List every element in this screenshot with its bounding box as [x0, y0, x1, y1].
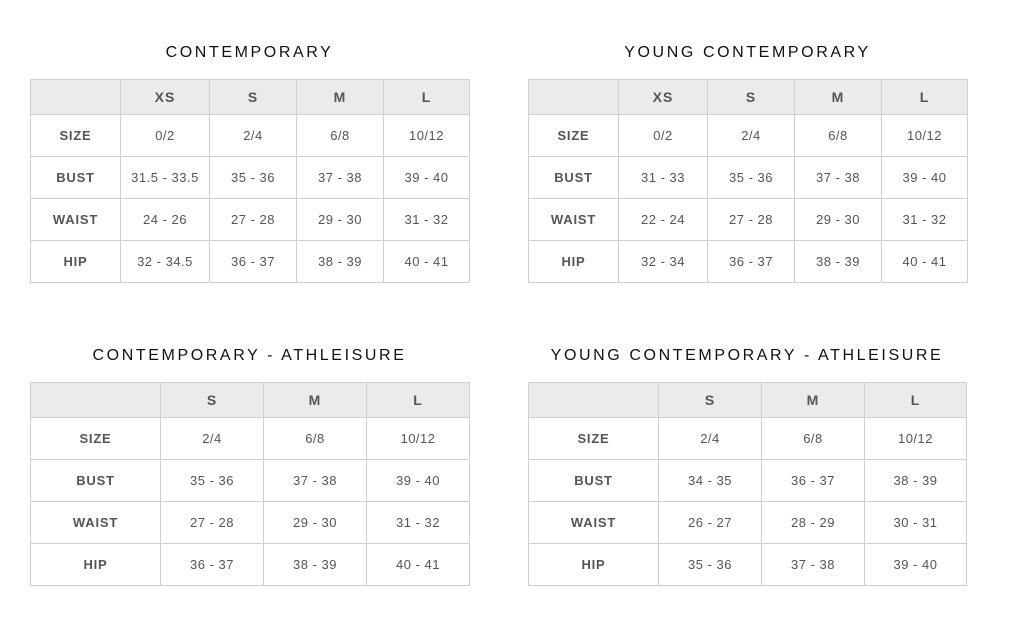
table-cell: 26 - 27 — [659, 502, 762, 544]
table-cell: 10/12 — [865, 418, 967, 460]
table-cell: 31.5 - 33.5 — [121, 157, 210, 199]
table-cell: 38 - 39 — [795, 241, 882, 283]
table-cell: 35 - 36 — [210, 157, 297, 199]
table-cell: 10/12 — [882, 115, 968, 157]
table-cell: 22 - 24 — [619, 199, 708, 241]
chart-title: YOUNG CONTEMPORARY — [624, 44, 871, 61]
table-cell: 24 - 26 — [121, 199, 210, 241]
table-cell: 2/4 — [708, 115, 795, 157]
row-label: WAIST — [31, 502, 161, 544]
table-cell: 30 - 31 — [865, 502, 967, 544]
row-label: SIZE — [31, 418, 161, 460]
table-cell: 31 - 32 — [882, 199, 968, 241]
table-cell: 31 - 32 — [367, 502, 470, 544]
size-column-header: XS — [619, 80, 708, 115]
size-chart-young-contemporary — [528, 40, 967, 283]
table-row — [31, 502, 470, 544]
table-cell: 39 - 40 — [384, 157, 470, 199]
table-cell: 37 - 38 — [264, 460, 367, 502]
row-label: BUST — [529, 460, 659, 502]
table-cell: 0/2 — [121, 115, 210, 157]
row-label: SIZE — [31, 115, 121, 157]
size-column-header: S — [161, 383, 264, 418]
size-column-header: M — [762, 383, 865, 418]
size-column-header: M — [795, 80, 882, 115]
table-cell: 37 - 38 — [762, 544, 865, 586]
size-chart-contemporary — [30, 40, 469, 283]
table-row — [529, 157, 968, 199]
table-cell: 39 - 40 — [367, 460, 470, 502]
table-cell: 37 - 38 — [297, 157, 384, 199]
table-cell: 29 - 30 — [264, 502, 367, 544]
chart-title: CONTEMPORARY - ATHLEISURE — [92, 347, 407, 364]
row-label: WAIST — [529, 199, 619, 241]
table-cell: 28 - 29 — [762, 502, 865, 544]
row-label: BUST — [31, 157, 121, 199]
chart-title: YOUNG CONTEMPORARY - ATHLEISURE — [550, 347, 944, 364]
table-row — [529, 544, 967, 586]
table-row — [31, 115, 470, 157]
size-column-header: L — [384, 80, 470, 115]
table-row — [31, 199, 470, 241]
table-row — [529, 502, 967, 544]
table-header-row — [31, 383, 470, 418]
table-cell: 32 - 34 — [619, 241, 708, 283]
table-cell: 40 - 41 — [367, 544, 470, 586]
row-label: SIZE — [529, 115, 619, 157]
table-cell: 40 - 41 — [882, 241, 968, 283]
table-cell: 36 - 37 — [708, 241, 795, 283]
table-row — [31, 460, 470, 502]
table-cell: 2/4 — [210, 115, 297, 157]
table-cell: 36 - 37 — [161, 544, 264, 586]
table-cell: 0/2 — [619, 115, 708, 157]
corner-cell — [529, 80, 619, 115]
size-column-header: XS — [121, 80, 210, 115]
table-cell: 31 - 33 — [619, 157, 708, 199]
table-cell: 2/4 — [161, 418, 264, 460]
table-cell: 27 - 28 — [161, 502, 264, 544]
table-cell: 27 - 28 — [210, 199, 297, 241]
size-column-header: L — [882, 80, 968, 115]
table-row — [31, 418, 470, 460]
row-label: SIZE — [529, 418, 659, 460]
table-row — [529, 115, 968, 157]
size-column-header: M — [264, 383, 367, 418]
size-column-header: M — [297, 80, 384, 115]
row-label: BUST — [529, 157, 619, 199]
size-column-header: S — [708, 80, 795, 115]
table-cell: 34 - 35 — [659, 460, 762, 502]
table-row — [529, 241, 968, 283]
table-row — [31, 544, 470, 586]
size-column-header: S — [659, 383, 762, 418]
size-chart-contemporary-athleisure — [30, 343, 469, 586]
size-column-header: S — [210, 80, 297, 115]
table-cell: 29 - 30 — [297, 199, 384, 241]
table-cell: 10/12 — [384, 115, 470, 157]
table-cell: 37 - 38 — [795, 157, 882, 199]
size-table — [30, 79, 470, 283]
table-row — [31, 157, 470, 199]
table-cell: 40 - 41 — [384, 241, 470, 283]
table-cell: 6/8 — [762, 418, 865, 460]
table-row — [31, 241, 470, 283]
table-cell: 36 - 37 — [762, 460, 865, 502]
size-column-header: L — [865, 383, 967, 418]
table-cell: 38 - 39 — [264, 544, 367, 586]
table-cell: 2/4 — [659, 418, 762, 460]
table-cell: 39 - 40 — [882, 157, 968, 199]
size-table — [528, 382, 967, 586]
table-row — [529, 199, 968, 241]
row-label: HIP — [529, 241, 619, 283]
row-label: HIP — [31, 241, 121, 283]
size-column-header: L — [367, 383, 470, 418]
row-label: WAIST — [529, 502, 659, 544]
table-header-row — [529, 80, 968, 115]
table-cell: 38 - 39 — [865, 460, 967, 502]
table-cell: 38 - 39 — [297, 241, 384, 283]
corner-cell — [529, 383, 659, 418]
table-cell: 39 - 40 — [865, 544, 967, 586]
corner-cell — [31, 383, 161, 418]
size-chart-young-contemporary-athleisure — [528, 343, 966, 586]
row-label: HIP — [529, 544, 659, 586]
table-header-row — [31, 80, 470, 115]
corner-cell — [31, 80, 121, 115]
table-row — [529, 460, 967, 502]
table-cell: 6/8 — [297, 115, 384, 157]
table-cell: 35 - 36 — [161, 460, 264, 502]
table-cell: 31 - 32 — [384, 199, 470, 241]
table-cell: 6/8 — [264, 418, 367, 460]
size-table — [528, 79, 968, 283]
chart-title: CONTEMPORARY — [165, 44, 334, 61]
table-cell: 35 - 36 — [708, 157, 795, 199]
row-label: HIP — [31, 544, 161, 586]
row-label: WAIST — [31, 199, 121, 241]
table-cell: 27 - 28 — [708, 199, 795, 241]
table-cell: 36 - 37 — [210, 241, 297, 283]
table-row — [529, 418, 967, 460]
table-header-row — [529, 383, 967, 418]
table-cell: 29 - 30 — [795, 199, 882, 241]
row-label: BUST — [31, 460, 161, 502]
size-table — [30, 382, 470, 586]
table-cell: 35 - 36 — [659, 544, 762, 586]
table-cell: 6/8 — [795, 115, 882, 157]
table-cell: 32 - 34.5 — [121, 241, 210, 283]
table-cell: 10/12 — [367, 418, 470, 460]
